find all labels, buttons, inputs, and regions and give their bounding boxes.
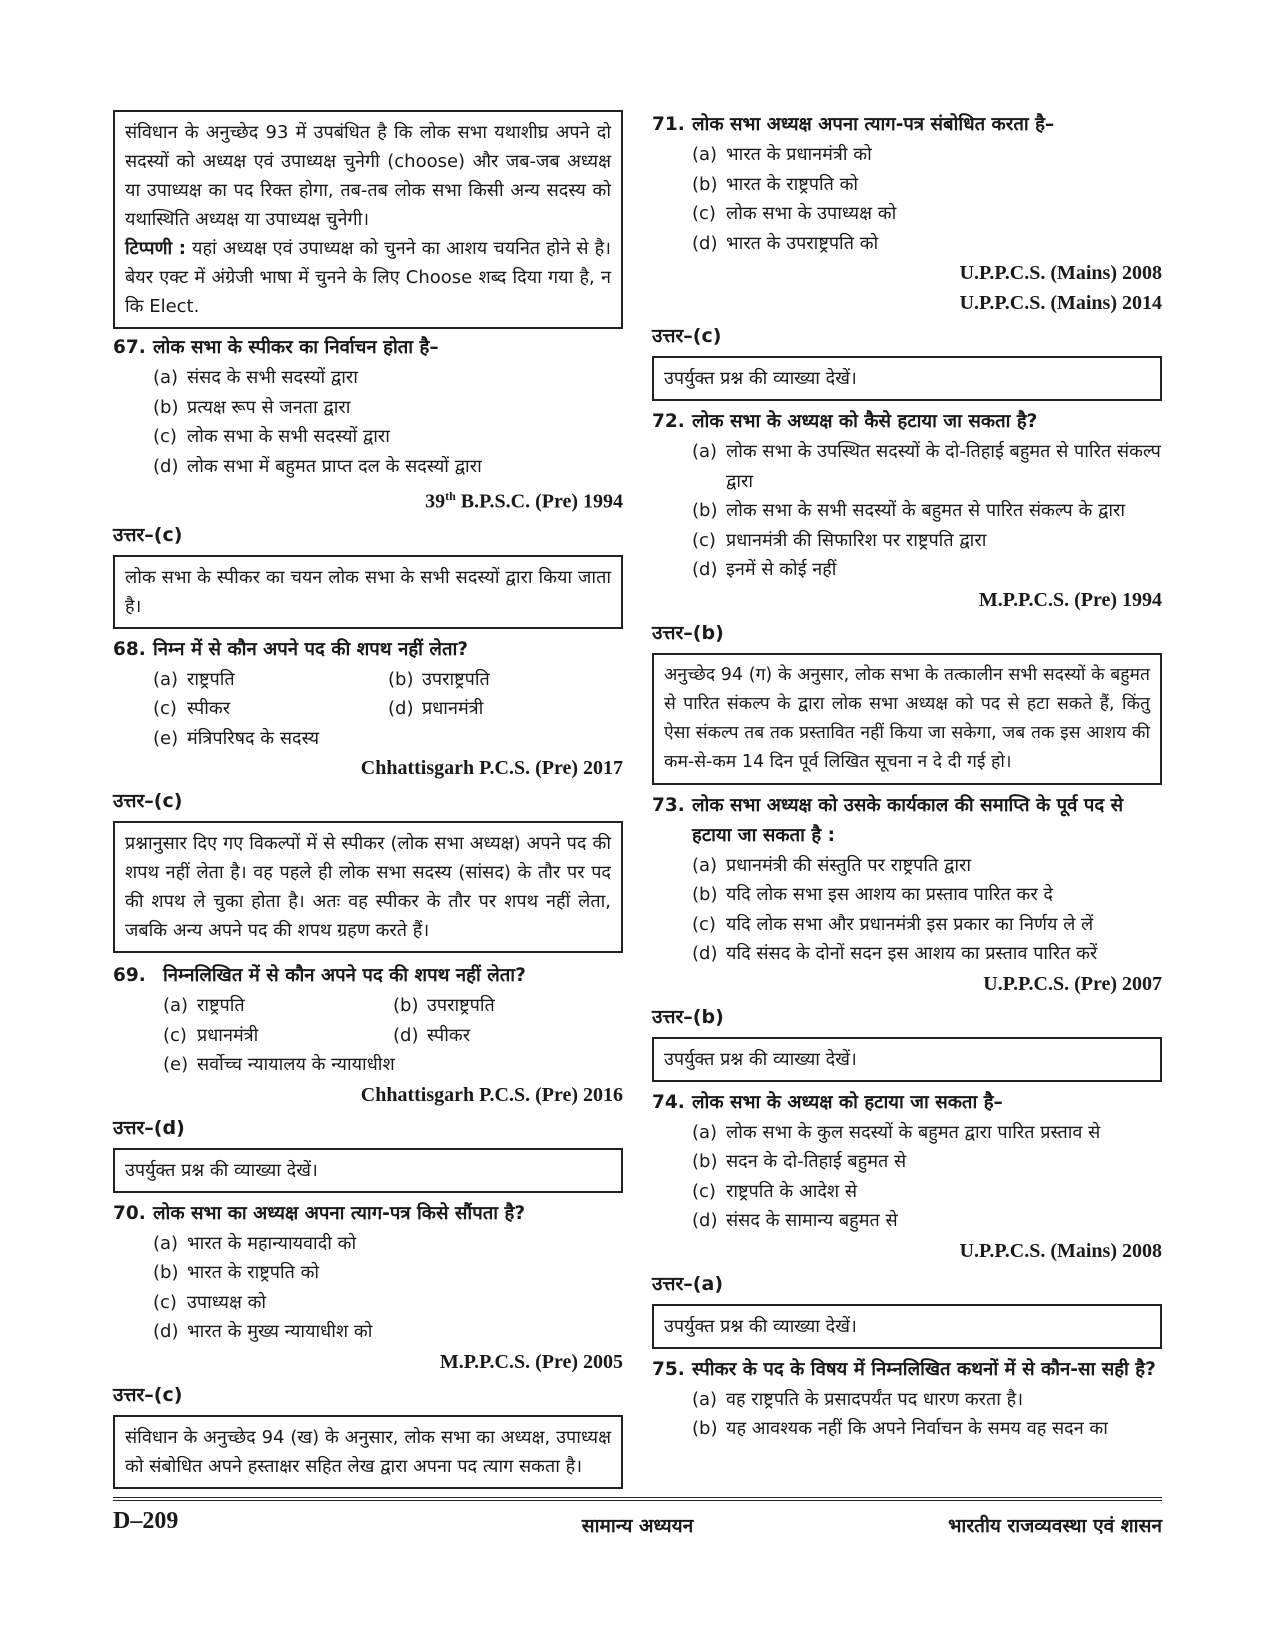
answer: उत्तर–(d) bbox=[113, 1116, 185, 1139]
question-text: लोक सभा अध्यक्ष अपना त्याग-पत्र संबोधित करता है– bbox=[692, 114, 1055, 135]
option-label: (d) bbox=[388, 698, 414, 720]
option bbox=[393, 991, 623, 1021]
option-text: भारत के प्रधानमंत्री को bbox=[726, 144, 872, 165]
option-text: यदि लोक सभा और प्रधानमंत्री इस प्रकार का निर्णय ले लें bbox=[726, 913, 1094, 935]
right-column bbox=[652, 110, 1162, 1444]
answer: उत्तर–(c) bbox=[113, 790, 183, 813]
option-label: (b) bbox=[692, 1151, 718, 1172]
option bbox=[692, 199, 1162, 229]
option-text: राष्ट्रपति के आदेश से bbox=[726, 1180, 858, 1202]
option-text: प्रत्यक्ष रूप से जनता द्वारा bbox=[187, 396, 351, 418]
option-text: राष्ट्रपति bbox=[187, 668, 235, 690]
question-number: 68. bbox=[113, 638, 146, 660]
option bbox=[163, 1021, 393, 1051]
question-text: लोक सभा अध्यक्ष को उसके कार्यकाल की समाप्ति के पूर्व पद से हटाया जा सकता है : bbox=[692, 794, 1124, 846]
question-75 bbox=[652, 1355, 1162, 1385]
option bbox=[692, 910, 1162, 940]
option bbox=[692, 1385, 1162, 1415]
answer: उत्तर–(c) bbox=[113, 523, 183, 546]
option-label: (b) bbox=[692, 1418, 718, 1439]
option bbox=[153, 452, 623, 482]
option bbox=[692, 1177, 1162, 1207]
options-72 bbox=[652, 437, 1162, 585]
question-text: लोक सभा का अध्यक्ष अपना त्याग-पत्र किसे सौंपता है? bbox=[153, 1202, 526, 1224]
question-text: स्पीकर के पद के विषय में निम्नलिखित कथनों में से कौन-सा सही है? bbox=[692, 1358, 1156, 1380]
note-label: टिप्पणी : bbox=[125, 238, 186, 259]
option-label: (b) bbox=[692, 173, 718, 195]
footer-subject: सामान्य अध्ययन bbox=[581, 1515, 694, 1537]
answer: उत्तर–(b) bbox=[652, 621, 724, 644]
question-70 bbox=[113, 1199, 623, 1229]
option-text: भारत के मुख्य न्यायाधीश को bbox=[187, 1321, 373, 1343]
option-label: (a) bbox=[692, 144, 718, 165]
option-text: लोक सभा के सभी सदस्यों द्वारा bbox=[187, 426, 390, 447]
option bbox=[153, 1317, 623, 1347]
question-number: 73. bbox=[652, 794, 685, 816]
question-71 bbox=[652, 110, 1162, 140]
option-text: प्रधानमंत्री की संस्तुति पर राष्ट्रपति द्वारा bbox=[726, 854, 972, 876]
option-text: भारत के राष्ट्रपति को bbox=[726, 173, 859, 195]
option bbox=[692, 555, 1162, 585]
exam-source: U.P.P.C.S. (Mains) 2008 bbox=[959, 262, 1162, 284]
option-label: (c) bbox=[692, 1180, 716, 1202]
option-text: स्पीकर bbox=[187, 698, 231, 720]
option-label: (a) bbox=[692, 854, 718, 876]
option-text: संसद के सभी सदस्यों द्वारा bbox=[187, 367, 358, 388]
exam-source: M.P.P.C.S. (Pre) 1994 bbox=[978, 588, 1162, 611]
option bbox=[692, 1147, 1162, 1177]
option-label: (a) bbox=[163, 995, 189, 1017]
options-74 bbox=[652, 1118, 1162, 1236]
option bbox=[153, 363, 623, 393]
answer: उत्तर–(c) bbox=[113, 1383, 183, 1406]
option-text: यह आवश्यक नहीं कि अपने निर्वाचन के समय वह सदन का bbox=[726, 1418, 1108, 1439]
question-number: 69. bbox=[113, 965, 146, 987]
option bbox=[163, 991, 393, 1021]
option-label: (a) bbox=[153, 1232, 179, 1254]
option-text: भारत के उपराष्ट्रपति को bbox=[726, 232, 879, 254]
question-74 bbox=[652, 1088, 1162, 1118]
answer: उत्तर–(c) bbox=[652, 325, 722, 347]
option-text: सर्वोच्च न्यायालय के न्यायाधीश bbox=[197, 1054, 395, 1076]
option bbox=[692, 170, 1162, 200]
option-text: यदि लोक सभा इस आशय का प्रस्ताव पारित कर दे bbox=[726, 884, 1053, 905]
exam-source: M.P.P.C.S. (Pre) 2005 bbox=[439, 1350, 623, 1373]
option bbox=[692, 140, 1162, 170]
option-text: भारत के राष्ट्रपति को bbox=[187, 1262, 320, 1284]
footer-chapter: भारतीय राजव्यवस्था एवं शासन bbox=[948, 1515, 1162, 1537]
option-label: (a) bbox=[153, 668, 179, 690]
question-text: लोक सभा के अध्यक्ष को हटाया जा सकता है– bbox=[692, 1091, 1003, 1113]
source-text: B.P.S.C. (Pre) 1994 bbox=[455, 490, 623, 513]
option-text: लोक सभा के उपाध्यक्ष को bbox=[726, 203, 897, 224]
answer: उत्तर–(b) bbox=[652, 1005, 724, 1028]
option bbox=[153, 393, 623, 423]
left-column bbox=[113, 110, 623, 1489]
option-label: (d) bbox=[393, 1024, 419, 1046]
option-text: उपाध्यक्ष को bbox=[187, 1291, 267, 1313]
question-67 bbox=[113, 333, 623, 363]
option bbox=[153, 1229, 623, 1259]
option-label: (d) bbox=[692, 943, 718, 964]
question-number: 74. bbox=[652, 1091, 685, 1113]
options-70 bbox=[113, 1229, 623, 1347]
explanation-box: प्रश्नानुसार दिए गए विकल्पों में से स्पीकर (लोक सभा अध्यक्ष) अपने पद की शपथ नहीं लेता है। वह पहले ही लोक सभा सदस्य (सांसद) के तौर पर पद की शपथ ले चुका होता है। अतः वह स्पीकर के तौर पर शपथ नहीं लेता, जबकि अन्य अपने पद की शपथ ग्रहण करते हैं। bbox=[113, 821, 623, 953]
option-label: (a) bbox=[692, 1121, 718, 1143]
exam-source: U.P.P.C.S. (Pre) 2007 bbox=[983, 972, 1162, 995]
question-number: 75. bbox=[652, 1358, 685, 1380]
question-text: लोक सभा के स्पीकर का निर्वाचन होता है– bbox=[153, 337, 439, 358]
option-label: (c) bbox=[692, 203, 716, 224]
option-label: (e) bbox=[153, 727, 179, 749]
explanation-box: उपर्युक्त प्रश्न की व्याख्या देखें। bbox=[113, 1148, 623, 1193]
question-text: निम्नलिखित में से कौन अपने पद की शपथ नहीं लेता? bbox=[163, 965, 526, 987]
option-text: लोक सभा के कुल सदस्यों के बहुमत द्वारा पारित प्रस्ताव से bbox=[726, 1121, 1101, 1143]
page-footer bbox=[113, 1508, 1162, 1540]
option bbox=[692, 496, 1162, 526]
option bbox=[692, 851, 1162, 881]
option-label: (a) bbox=[692, 441, 718, 462]
option bbox=[163, 1050, 623, 1080]
question-69 bbox=[113, 961, 623, 991]
option bbox=[153, 1288, 623, 1318]
option bbox=[692, 939, 1162, 969]
option-label: (c) bbox=[153, 698, 177, 720]
question-text: निम्न में से कौन अपने पद की शपथ नहीं लेता? bbox=[153, 638, 469, 660]
option bbox=[692, 229, 1162, 259]
option bbox=[692, 1414, 1162, 1444]
page-number: D–209 bbox=[113, 1508, 179, 1534]
option-label: (d) bbox=[153, 455, 179, 477]
option-label: (a) bbox=[692, 1388, 718, 1410]
option-label: (c) bbox=[153, 426, 177, 447]
option-text: मंत्रिपरिषद के सदस्य bbox=[187, 727, 320, 749]
source-number: 39 bbox=[425, 490, 446, 513]
option bbox=[153, 1258, 623, 1288]
exam-source: Chhattisgarh P.C.S. (Pre) 2016 bbox=[360, 1083, 623, 1106]
option-label: (b) bbox=[388, 668, 414, 690]
option-label: (c) bbox=[692, 529, 716, 551]
exam-source: U.P.P.C.S. (Mains) 2008 bbox=[959, 1239, 1162, 1262]
option-text: उपराष्ट्रपति bbox=[422, 668, 490, 690]
option bbox=[692, 880, 1162, 910]
options-68 bbox=[113, 665, 623, 754]
option bbox=[692, 1206, 1162, 1236]
question-73 bbox=[652, 791, 1162, 851]
question-text: लोक सभा के अध्यक्ष को कैसे हटाया जा सकता है? bbox=[692, 411, 1038, 432]
option-text: प्रधानमंत्री की सिफारिश पर राष्ट्रपति द्वारा bbox=[726, 529, 987, 551]
intro-text: संविधान के अनुच्छेद 93 में उपबंधित है कि लोक सभा यथाशीघ्र अपने दो सदस्यों को अध्यक्ष एवं उपाध्यक्ष चुनेगी (choose) और जब-जब अध्यक्ष या उपाध्यक्ष का पद रिक्त होगा, तब-तब लोक सभा किसी अन्य सदस्य को यथास्थिति अध्यक्ष या उपाध्यक्ष चुनेगी। bbox=[125, 122, 611, 230]
note-text: यहां अध्यक्ष एवं उपाध्यक्ष को चुनने का आशय चयनित होने से है। बेयर एक्ट में अंग्रेजी भाषा में चुनने के लिए Choose शब्द दिया गया है, न कि Elect. bbox=[125, 238, 611, 317]
explanation-box: उपर्युक्त प्रश्न की व्याख्या देखें। bbox=[652, 356, 1162, 401]
option-text: लोक सभा में बहुमत प्राप्त दल के सदस्यों द्वारा bbox=[187, 455, 482, 477]
options-75 bbox=[652, 1385, 1162, 1444]
footer-divider bbox=[113, 1497, 1162, 1503]
option-label: (d) bbox=[692, 232, 718, 254]
source-superscript: th bbox=[445, 489, 456, 503]
option-text: प्रधानमंत्री bbox=[197, 1024, 259, 1046]
option-text: प्रधानमंत्री bbox=[422, 698, 484, 720]
explanation-box: अनुच्छेद 94 (ग) के अनुसार, लोक सभा के तत्कालीन सभी सदस्यों के बहुमत से पारित संकल्प के द्वारा लोक सभा अध्यक्ष को पद से हटा सकते हैं, किंतु ऐसा संकल्प तब तक प्रस्तावित नहीं किया जा सकेगा, जब तक इस आशय की कम-से-कम 14 दिन पूर्व लिखित सूचना न दे दी गई हो। bbox=[652, 653, 1162, 785]
option bbox=[692, 437, 1162, 496]
option-text: इनमें से कोई नहीं bbox=[726, 559, 837, 580]
option-label: (c) bbox=[153, 1291, 177, 1313]
explanation-box: लोक सभा के स्पीकर का चयन लोक सभा के सभी सदस्यों द्वारा किया जाता है। bbox=[113, 555, 623, 629]
option-text: वह राष्ट्रपति के प्रसादपर्यंत पद धारण करता है। bbox=[726, 1388, 1024, 1410]
answer: उत्तर–(a) bbox=[652, 1272, 724, 1295]
options-67 bbox=[113, 363, 623, 481]
option bbox=[692, 1118, 1162, 1148]
exam-source: Chhattisgarh P.C.S. (Pre) 2017 bbox=[360, 757, 623, 780]
option-text: भारत के महान्यायवादी को bbox=[187, 1232, 357, 1254]
option-label: (d) bbox=[692, 1210, 718, 1231]
option bbox=[153, 665, 388, 695]
option-label: (b) bbox=[153, 396, 179, 418]
option-text: राष्ट्रपति bbox=[197, 995, 245, 1017]
option bbox=[388, 665, 623, 695]
option-text: यदि संसद के दोनों सदन इस आशय का प्रस्ताव पारित करें bbox=[726, 943, 1098, 964]
option bbox=[388, 694, 623, 724]
exam-source: U.P.P.C.S. (Mains) 2014 bbox=[959, 292, 1162, 314]
explanation-box: उपर्युक्त प्रश्न की व्याख्या देखें। bbox=[652, 1304, 1162, 1349]
options-69 bbox=[113, 991, 623, 1080]
explanation-box: संविधान के अनुच्छेद 94 (ख) के अनुसार, लोक सभा का अध्यक्ष, उपाध्यक्ष को संबोधित अपने हस्ताक्षर सहित लेख द्वारा अपना पद त्याग सकता है। bbox=[113, 1415, 623, 1489]
option-text: सदन के दो-तिहाई बहुमत से bbox=[726, 1151, 907, 1172]
question-72 bbox=[652, 407, 1162, 437]
option-label: (b) bbox=[393, 995, 419, 1017]
option-label: (b) bbox=[692, 884, 718, 905]
exam-source bbox=[113, 481, 623, 517]
option-label: (b) bbox=[153, 1262, 179, 1284]
options-71 bbox=[652, 140, 1162, 258]
question-number: 71. bbox=[652, 114, 685, 135]
option-text: स्पीकर bbox=[427, 1024, 471, 1046]
question-number: 70. bbox=[113, 1202, 146, 1224]
question-number: 72. bbox=[652, 411, 685, 432]
option-label: (c) bbox=[692, 913, 716, 935]
option-label: (c) bbox=[163, 1024, 187, 1046]
option bbox=[153, 422, 623, 452]
option-text: उपराष्ट्रपति bbox=[427, 995, 495, 1017]
option-label: (e) bbox=[163, 1054, 189, 1076]
question-number: 67. bbox=[113, 337, 146, 358]
option-label: (a) bbox=[153, 367, 179, 388]
intro-explanation-box bbox=[113, 110, 623, 329]
option-label: (b) bbox=[692, 500, 718, 521]
option-text: लोक सभा के उपस्थित सदस्यों के दो-तिहाई बहुमत से पारित संकल्प द्वारा bbox=[726, 441, 1161, 492]
option-label: (d) bbox=[153, 1321, 179, 1343]
option bbox=[153, 694, 388, 724]
option bbox=[692, 526, 1162, 556]
option bbox=[393, 1021, 623, 1051]
option-label: (d) bbox=[692, 559, 718, 580]
option-text: संसद के सामान्य बहुमत से bbox=[726, 1210, 898, 1231]
question-68 bbox=[113, 635, 623, 665]
option-text: लोक सभा के सभी सदस्यों के बहुमत से पारित संकल्प के द्वारा bbox=[726, 500, 1126, 521]
options-73 bbox=[652, 851, 1162, 969]
option bbox=[153, 724, 623, 754]
explanation-box: उपर्युक्त प्रश्न की व्याख्या देखें। bbox=[652, 1037, 1162, 1082]
